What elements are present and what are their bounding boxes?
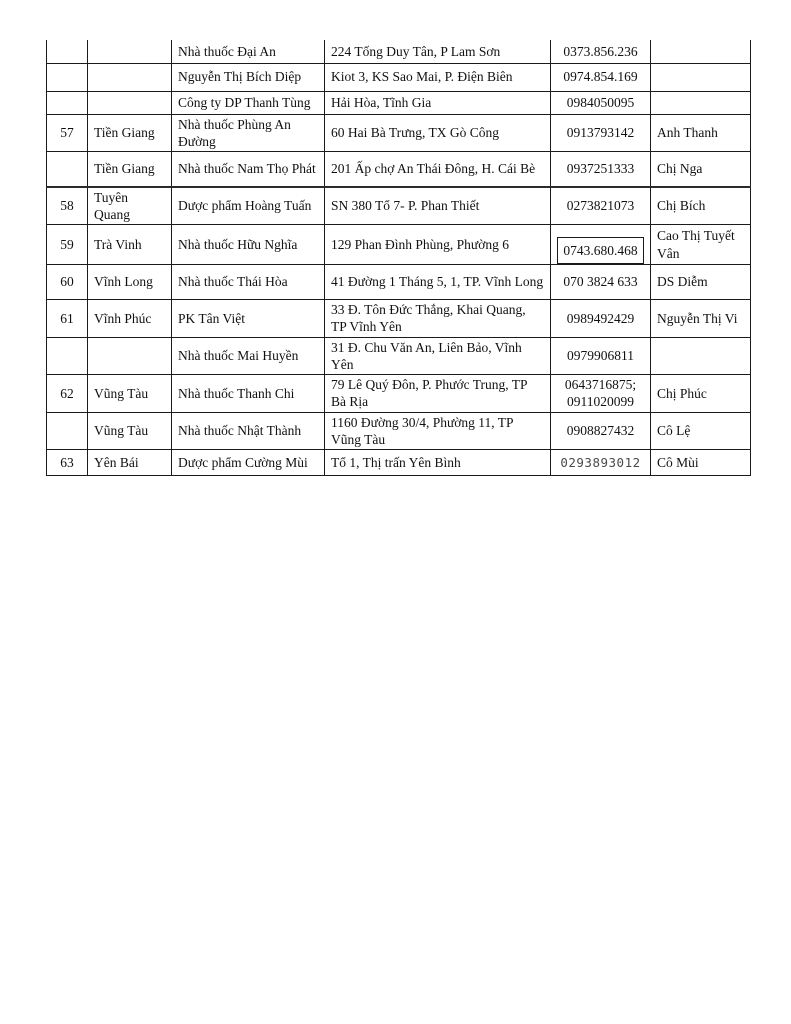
cell-name: Nhà thuốc Nhật Thành [172, 412, 325, 450]
table-row [47, 412, 751, 450]
cell-contact [651, 40, 751, 63]
cell-name: Nhà thuốc Đại An [172, 40, 325, 63]
cell-phone [551, 225, 651, 265]
cell-province [88, 40, 172, 63]
cell-name: Nguyễn Thị Bích Diệp [172, 63, 325, 91]
cell-phone: 0273821073 [551, 187, 651, 225]
cell-contact: Cô Mùi [651, 450, 751, 476]
table-row [47, 450, 751, 476]
cell-address: 224 Tống Duy Tân, P Lam Sơn [325, 40, 551, 63]
cell-contact [651, 337, 751, 375]
cell-contact: Chị Phúc [651, 375, 751, 413]
cell-name: Dược phẩm Hoàng Tuấn [172, 187, 325, 225]
cell-no: 58 [47, 187, 88, 225]
cell-address: 1160 Đường 30/4, Phường 11, TP Vũng Tàu [325, 412, 551, 450]
cell-contact: Chị Nga [651, 152, 751, 187]
cell-province [88, 91, 172, 114]
cell-province: Vĩnh Phúc [88, 300, 172, 338]
cell-no: 59 [47, 225, 88, 265]
cell-province: Tiền Giang [88, 152, 172, 187]
cell-province: Vũng Tàu [88, 375, 172, 413]
table-row [47, 337, 751, 375]
cell-contact [651, 91, 751, 114]
cell-phone: 0974.854.169 [551, 63, 651, 91]
cell-address: 31 Đ. Chu Văn An, Liên Bảo, Vĩnh Yên [325, 337, 551, 375]
cell-name: PK Tân Việt [172, 300, 325, 338]
cell-name: Nhà thuốc Thái Hòa [172, 265, 325, 300]
cell-name: Nhà thuốc Phùng An Đường [172, 114, 325, 152]
cell-no: 57 [47, 114, 88, 152]
cell-province: Yên Bái [88, 450, 172, 476]
cell-contact: Cao Thị Tuyết Vân [651, 225, 751, 265]
cell-no [47, 412, 88, 450]
cell-name: Dược phẩm Cường Mùi [172, 450, 325, 476]
table-row [47, 63, 751, 91]
cell-address: 41 Đường 1 Tháng 5, 1, TP. Vĩnh Long [325, 265, 551, 300]
table-row [47, 225, 751, 265]
cell-no [47, 337, 88, 375]
pharmacy-table [46, 40, 751, 476]
cell-phone: 0373.856.236 [551, 40, 651, 63]
cell-name: Nhà thuốc Hữu Nghĩa [172, 225, 325, 265]
cell-phone: 0908827432 [551, 412, 651, 450]
cell-address: Tổ 1, Thị trấn Yên Bình [325, 450, 551, 476]
cell-no: 60 [47, 265, 88, 300]
cell-no: 63 [47, 450, 88, 476]
cell-address: SN 380 Tổ 7- P. Phan Thiết [325, 187, 551, 225]
cell-address: 79 Lê Quý Đôn, P. Phước Trung, TP Bà Rịa [325, 375, 551, 413]
cell-address: Hải Hòa, Tĩnh Gia [325, 91, 551, 114]
cell-phone: 070 3824 633 [551, 265, 651, 300]
cell-contact: Anh Thanh [651, 114, 751, 152]
cell-name: Nhà thuốc Nam Thọ Phát [172, 152, 325, 187]
cell-contact: Nguyễn Thị Vi [651, 300, 751, 338]
phone-mono-text: 0293893012 [560, 455, 641, 471]
table-row [47, 40, 751, 63]
cell-no [47, 63, 88, 91]
cell-contact: Cô Lệ [651, 412, 751, 450]
cell-name: Công ty DP Thanh Tùng [172, 91, 325, 114]
cell-province: Trà Vinh [88, 225, 172, 265]
cell-address: 201 Ấp chợ An Thái Đông, H. Cái Bè [325, 152, 551, 187]
cell-province: Tuyên Quang [88, 187, 172, 225]
cell-no [47, 40, 88, 63]
cell-province: Vĩnh Long [88, 265, 172, 300]
table-row [47, 187, 751, 225]
cell-phone: 0913793142 [551, 114, 651, 152]
cell-phone: 0984050095 [551, 91, 651, 114]
cell-contact: Chị Bích [651, 187, 751, 225]
cell-no [47, 91, 88, 114]
cell-province [88, 63, 172, 91]
cell-address: Kiot 3, KS Sao Mai, P. Điện Biên [325, 63, 551, 91]
cell-phone: 0989492429 [551, 300, 651, 338]
cell-no: 61 [47, 300, 88, 338]
cell-name: Nhà thuốc Mai Huyền [172, 337, 325, 375]
cell-no [47, 152, 88, 187]
cell-address: 129 Phan Đình Phùng, Phường 6 [325, 225, 551, 265]
cell-address: 60 Hai Bà Trưng, TX Gò Công [325, 114, 551, 152]
cell-phone [551, 450, 651, 476]
cell-province: Tiền Giang [88, 114, 172, 152]
cell-address: 33 Đ. Tôn Đức Thắng, Khai Quang, TP Vĩnh Yên [325, 300, 551, 338]
cell-name: Nhà thuốc Thanh Chi [172, 375, 325, 413]
table-row [47, 265, 751, 300]
cell-province [88, 337, 172, 375]
cell-province: Vũng Tàu [88, 412, 172, 450]
table-row [47, 91, 751, 114]
cell-phone: 0979906811 [551, 337, 651, 375]
table-row [47, 375, 751, 413]
phone-annotation-box: 0743.680.468 [557, 237, 643, 263]
cell-phone: 0643716875; 0911020099 [551, 375, 651, 413]
cell-contact [651, 63, 751, 91]
table-row [47, 300, 751, 338]
table-row [47, 152, 751, 187]
cell-contact: DS Diễm [651, 265, 751, 300]
table-row [47, 114, 751, 152]
cell-phone: 0937251333 [551, 152, 651, 187]
cell-no: 62 [47, 375, 88, 413]
